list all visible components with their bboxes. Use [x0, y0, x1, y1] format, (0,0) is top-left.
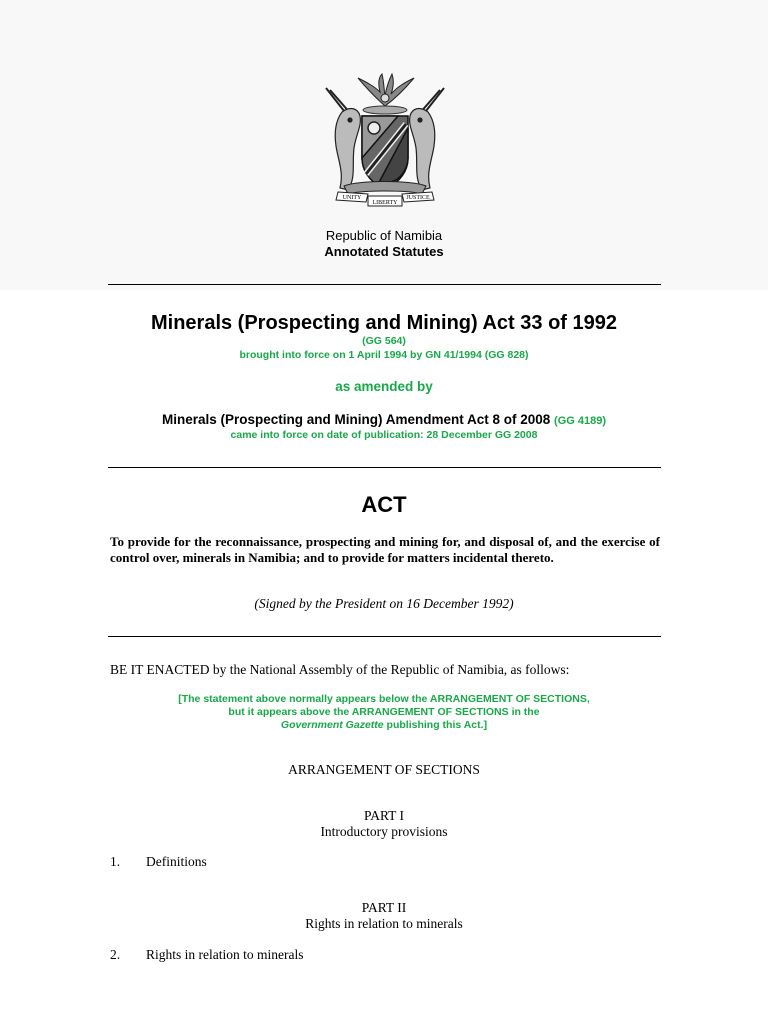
act-title: Minerals (Prospecting and Mining) Act 33 of 1992	[150, 312, 617, 334]
part-1-title: PART I	[363, 808, 405, 823]
signed-note: (Signed by the President on 16 December 1992)	[254, 596, 514, 611]
divider	[108, 636, 661, 637]
enactment-statement: BE IT ENACTED by the National Assembly of the Republic of Namibia, as follows:	[110, 662, 570, 677]
amendment-commencement: came into force on date of publication: 28 December GG 2008	[230, 429, 538, 441]
section-1-title: Definitions	[146, 854, 207, 869]
editorial-note-rest: publishing this Act.]	[383, 719, 488, 731]
amendment-gazette: (GG 4189)	[554, 415, 607, 427]
amendment-act-title: Minerals (Prospecting and Mining) Amendment Act 8 of 2008	[161, 412, 551, 427]
motto-unity: UNITY	[342, 195, 362, 201]
divider	[108, 467, 661, 468]
part-1-subtitle: Introductory provisions	[320, 824, 448, 839]
republic-label: Republic of Namibia	[325, 228, 443, 243]
act-gazette: (GG 564)	[362, 335, 406, 347]
shield-icon	[362, 116, 408, 190]
long-title: To provide for the reconnaissance, prospecting and mining for, and disposal of, and the exercise of control over, minerals in Namibia; and to provide for matters incidental thereto.	[110, 534, 660, 565]
part-2-title: PART II	[361, 900, 407, 915]
amended-by-label: as amended by	[335, 379, 433, 394]
section-2-title: Rights in relation to minerals	[146, 947, 304, 962]
editorial-note-line3	[0, 719, 768, 731]
gazette-name: Government Gazette	[280, 719, 384, 731]
editorial-note-line2: but it appears above the ARRANGEMENT OF SECTIONS in the	[228, 706, 540, 718]
oryx-right-icon	[410, 88, 444, 190]
motto-justice: JUSTICE	[406, 195, 430, 201]
act-commencement: brought into force on 1 April 1994 by GN 41/1994 (GG 828)	[239, 349, 529, 361]
act-heading: ACT	[361, 492, 407, 517]
eagle-icon	[358, 74, 414, 106]
annotated-statutes-label: Annotated Statutes	[324, 244, 444, 259]
editorial-note-line1: [The statement above normally appears below the ARRANGEMENT OF SECTIONS,	[178, 693, 590, 705]
amendment-line	[0, 412, 768, 427]
coat-of-arms-emblem	[318, 68, 452, 208]
section-2-number: 2.	[110, 947, 121, 962]
part-2-subtitle: Rights in relation to minerals	[305, 916, 463, 931]
oryx-left-icon	[326, 88, 360, 190]
arrangement-heading: ARRANGEMENT OF SECTIONS	[288, 762, 480, 777]
divider	[108, 284, 661, 285]
section-1-number: 1.	[110, 854, 121, 869]
motto-liberty: LIBERTY	[372, 200, 398, 206]
